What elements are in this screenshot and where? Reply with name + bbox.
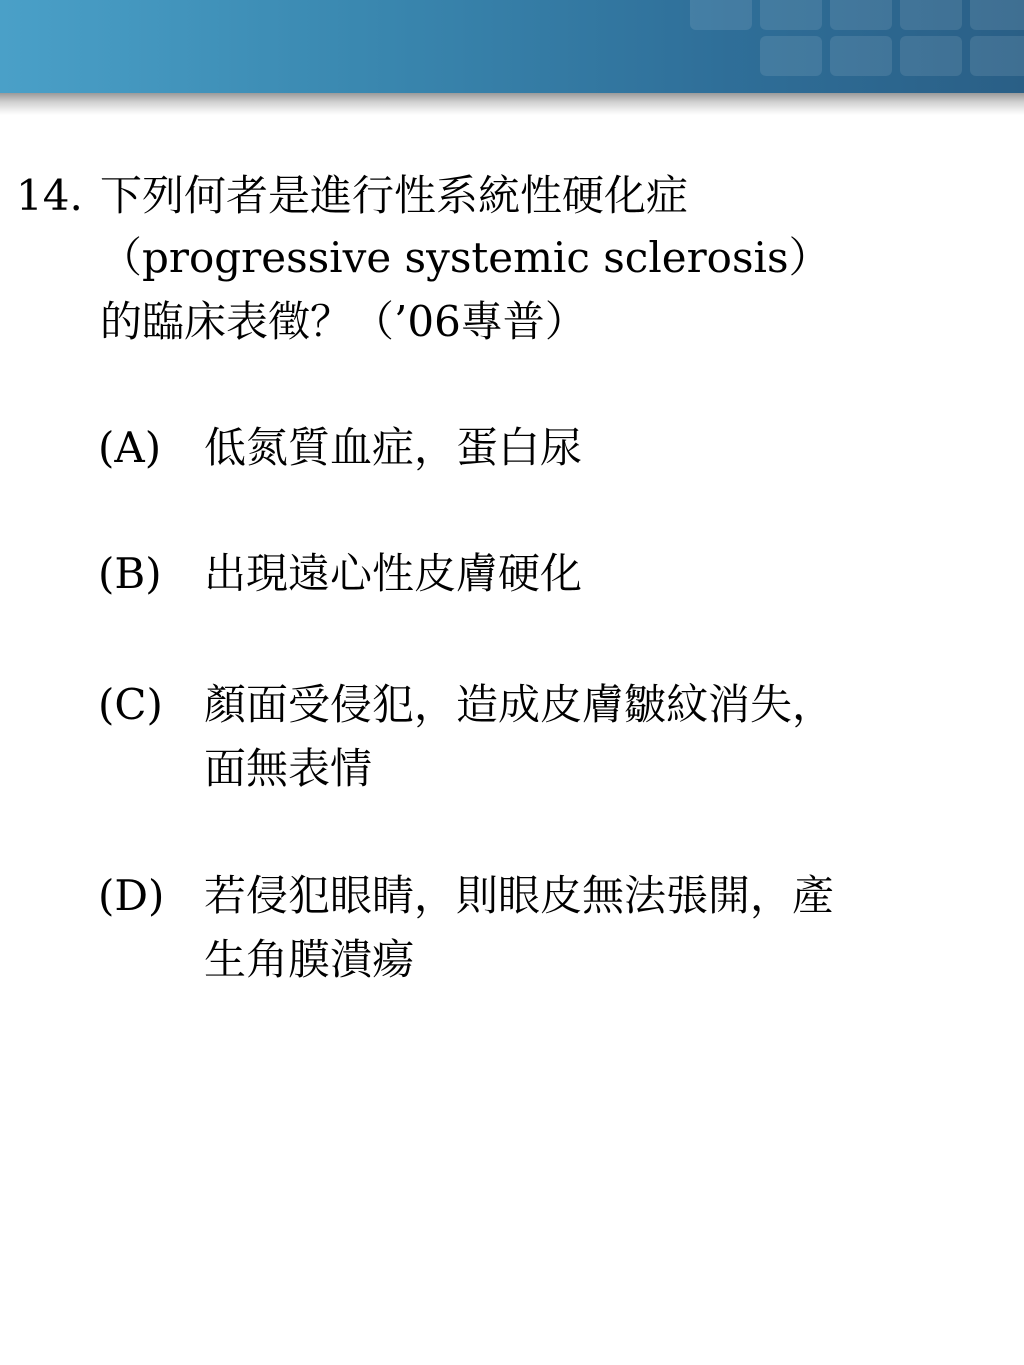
- banner-tile: [970, 0, 1024, 30]
- header-banner: [0, 0, 1024, 93]
- option-text-continued: 生角膜潰瘍: [204, 935, 415, 984]
- banner-tile: [830, 36, 892, 76]
- option-text: 低氮質血症，蛋白尿: [204, 423, 583, 472]
- banner-tile: [690, 0, 752, 30]
- banner-tile: [830, 0, 892, 30]
- option-text: 若侵犯眼睛，則眼皮無法張開，產: [204, 871, 835, 920]
- question-text-line-1: 下列何者是進行性系統性硬化症: [100, 171, 689, 220]
- option-label: (B): [98, 549, 162, 598]
- option-label: (A): [98, 423, 162, 472]
- header-shadow: [0, 93, 1024, 115]
- banner-tile: [900, 36, 962, 76]
- option-label: (C): [98, 680, 163, 729]
- option-text: 出現遠心性皮膚硬化: [204, 549, 583, 598]
- banner-tile: [970, 36, 1024, 76]
- option-text: 顏面受侵犯，造成皮膚皺紋消失，: [204, 680, 835, 729]
- option-label: (D): [98, 871, 165, 920]
- banner-tile: [760, 36, 822, 76]
- banner-tile: [900, 0, 962, 30]
- option-text-continued: 面無表情: [204, 744, 373, 793]
- banner-tile: [760, 0, 822, 30]
- question-text-line-2: （progressive systemic sclerosis）: [100, 233, 831, 282]
- question-number: 14.: [16, 171, 83, 220]
- question-text-line-3: 的臨床表徵？（’06專普）: [100, 297, 587, 346]
